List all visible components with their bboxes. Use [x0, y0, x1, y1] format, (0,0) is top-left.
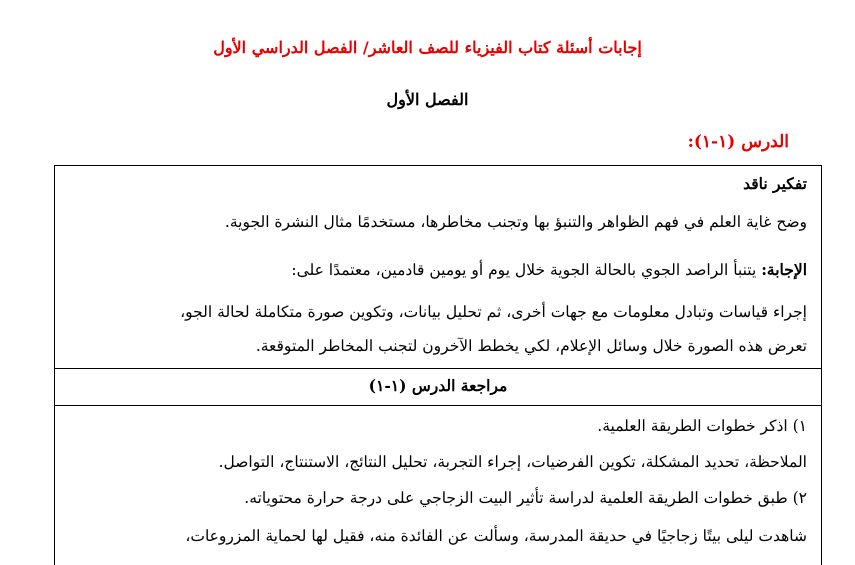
- review-answer-1: الملاحظة، تحديد المشكلة، تكوين الفرضيات، إجراء التجربة، تحليل النتائج، الاستنتاج، التواصل.: [218, 453, 807, 471]
- document-title: إجابات أسئلة كتاب الفيزياء للصف العاشر/ الفصل الدراسي الأول: [213, 38, 642, 57]
- answer-line-3: تعرض هذه الصورة خلال وسائل الإعلام، لكي يخطط الآخرون لتجنب المخاطر المتوقعة.: [255, 337, 807, 355]
- critical-thinking-question: وضح غاية العلم في فهم الظواهر والتنبؤ بها وتجنب مخاطرها، مستخدمًا مثال النشرة الجوية.: [224, 213, 807, 231]
- answer-line-2: إجراء قياسات وتبادل معلومات مع جهات أخرى، ثم تحليل بيانات، وتكوين صورة متكاملة لحالة الجو،: [180, 303, 807, 321]
- review-question-2: ٢) طبق خطوات الطريقة العلمية لدراسة تأثير البيت الزجاجي على درجة حرارة محتوياته.: [244, 489, 807, 507]
- review-heading: مراجعة الدرس (١-١): [368, 376, 508, 395]
- critical-thinking-heading: تفكير ناقد: [743, 174, 807, 193]
- chapter-title: الفصل الأول: [386, 90, 469, 109]
- critical-thinking-box: [54, 165, 822, 369]
- answer-intro: يتنبأ الراصد الجوي بالحالة الجوية خلال يوم أو يومين قادمين، معتمدًا على:: [291, 261, 762, 279]
- answer-label: الإجابة:: [761, 260, 807, 279]
- review-content-box: [54, 405, 822, 565]
- lesson-title: الدرس (١-١):: [687, 132, 789, 152]
- review-question-1: ١) اذكر خطوات الطريقة العلمية.: [597, 417, 807, 435]
- answer-line-1: [65, 258, 807, 282]
- review-heading-box: [54, 368, 822, 406]
- review-answer-2: شاهدت ليلى بيتًا زجاجيًا في حديقة المدرسة، وسألت عن الفائدة منه، فقيل لها لحماية المزروعات،: [185, 527, 807, 545]
